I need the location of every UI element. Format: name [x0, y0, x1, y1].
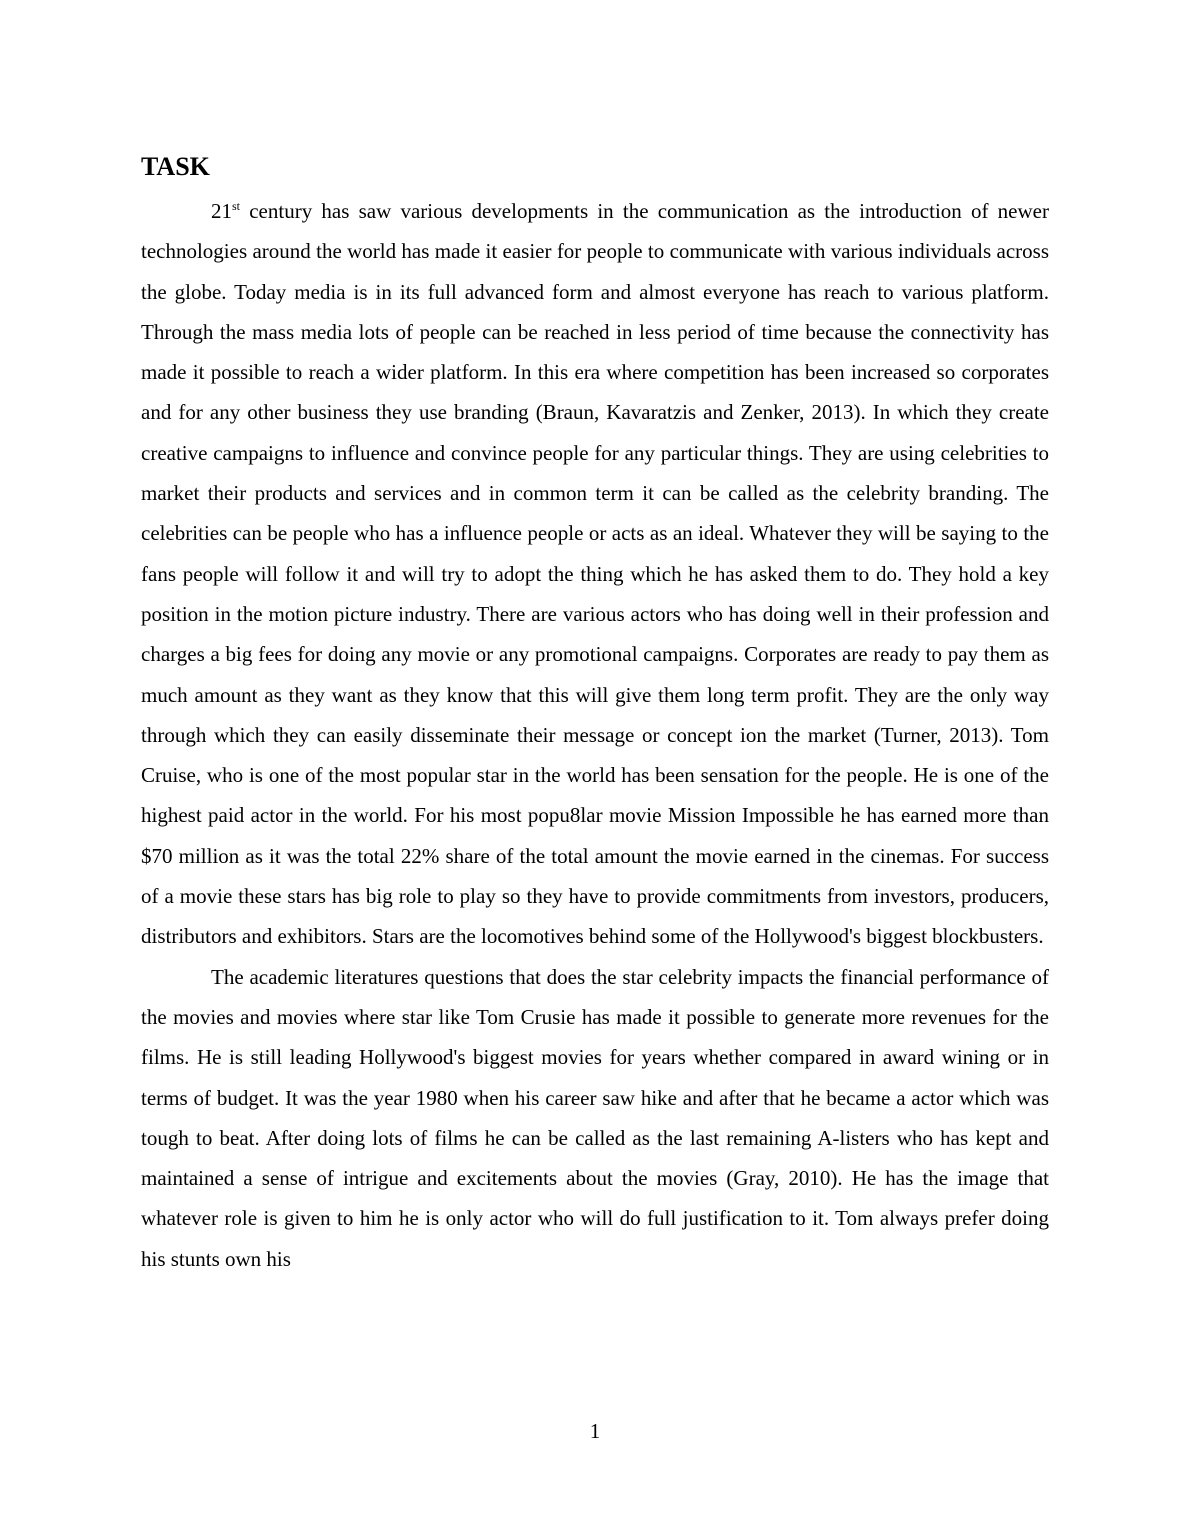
paragraph-1	[141, 191, 1049, 957]
paragraph-1-text: century has saw various developments in the communication as the introduction of newer technologies around the world has made it easier for people to communicate with various individuals across the globe. Today media is in its full advanced form and almost everyone has reach to various platform. Through the mass media lots of people can be reached in less period of time because the connectivity has made it possible to reach a wider platform. In this era where competition has been increased so corporates and for any other business they use branding (Braun, Kavaratzis and Zenker, 2013). In which they create creative campaigns to influence and convince people for any particular things. They are using celebrities to market their products and services and in common term it can be called as the celebrity branding. The celebrities can be people who has a influence people or acts as an ideal. Whatever they will be saying to the fans people will follow it and will try to adopt the thing which he has asked them to do. They hold a key position in the motion picture industry. There are various actors who has doing well in their profession and charges a big fees for doing any movie or any promotional campaigns. Corporates are ready to pay them as much amount as they want as they know that this will give them long term profit. They are the only way through which they can easily disseminate their message or concept ion the market (Turner, 2013). Tom Cruise, who is one of the most popular star in the world has been sensation for the people. He is one of the highest paid actor in the world. For his most popu8lar movie Mission Impossible he has earned more than $70 million as it was the total 22% share of the total amount the movie earned in the cinemas. For success of a movie these stars has big role to play so they have to provide commitments from investors, producers, distributors and exhibitors. Stars are the locomotives behind some of the Hollywood's biggest blockbusters.	[141, 199, 1049, 949]
ordinal-superscript: st	[232, 199, 241, 213]
section-heading: TASK	[141, 152, 210, 181]
paragraph-2	[141, 957, 1049, 1279]
body-text	[141, 191, 1049, 1279]
paragraph-2-text: The academic literatures questions that does the star celebrity impacts the financial performance of the movies and movies where star like Tom Crusie has made it possible to generate more revenues for the films. He is still leading Hollywood's biggest movies for years whether compared in award wining or in terms of budget. It was the year 1980 when his career saw hike and after that he became a actor which was tough to beat. After doing lots of films he can be called as the last remaining A-listers who has kept and maintained a sense of intrigue and excitements about the movies (Gray, 2010). He has the image that whatever role is given to him he is only actor who will do full justification to it. Tom always prefer doing his stunts own his	[141, 964, 1049, 1271]
paragraph-1-lead: 21	[211, 199, 232, 223]
page-number: 1	[589, 1419, 601, 1443]
